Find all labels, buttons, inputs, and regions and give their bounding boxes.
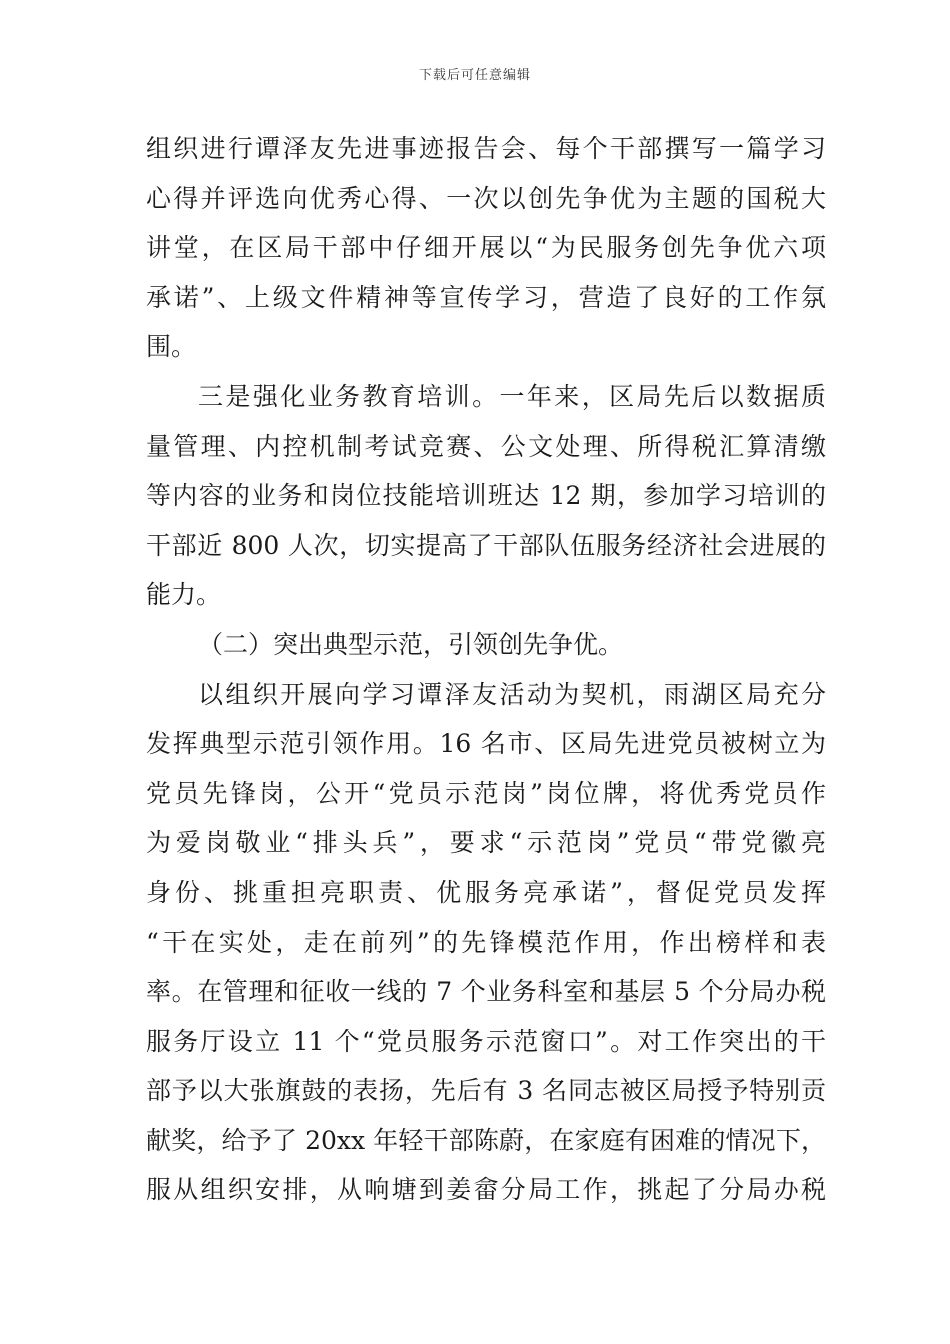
- text-line: 部予以大张旗鼓的表扬，先后有 3 名同志被区局授予特别贡: [146, 1076, 826, 1106]
- text-line: 党员先锋岗，公开“党员示范岗”岗位牌，将优秀党员作: [146, 778, 826, 808]
- text-line: 率。在管理和征收一线的 7 个业务科室和基层 5 个分局办税: [146, 977, 826, 1007]
- text-line: “干在实处，走在前列”的先锋模范作用，作出榜样和表: [146, 927, 826, 957]
- text-line: 为爱岗敬业“排头兵”，要求“示范岗”党员“带党徽亮: [146, 828, 826, 858]
- text-line: 心得并评选向优秀心得、一次以创先争优为主题的国税大: [146, 183, 826, 213]
- text-line: 三是强化业务教育培训。一年来，区局先后以数据质: [198, 381, 826, 411]
- text-line: 服从组织安排，从响塘到姜畲分局工作，挑起了分局办税: [146, 1175, 826, 1205]
- page-header: 下载后可任意编辑: [418, 68, 531, 83]
- text-line: 献奖，给予了 20xx 年轻干部陈蔚，在家庭有困难的情况下，: [146, 1125, 826, 1155]
- text-line: 等内容的业务和岗位技能培训班达 12 期，参加学习培训的: [146, 481, 826, 511]
- text-line: 服务厅设立 11 个“党员服务示范窗口”。对工作突出的干: [146, 1026, 826, 1056]
- text-line: 发挥典型示范引领作用。16 名市、区局先进党员被树立为: [146, 729, 826, 759]
- text-line: 承诺”、上级文件精神等宣传学习，营造了良好的工作氛: [146, 282, 826, 312]
- text-line: 能力。: [146, 580, 222, 610]
- text-line: 以组织开展向学习谭泽友活动为契机，雨湖区局充分: [198, 679, 826, 709]
- text-line: 干部近 800 人次，切实提高了干部队伍服务经济社会进展的: [146, 530, 826, 560]
- text-line: （二）突出典型示范，引领创先争优。: [198, 629, 624, 659]
- document-body: [146, 124, 826, 1215]
- text-line: 讲堂，在区局干部中仔细开展以“为民服务创先争优六项: [146, 233, 826, 263]
- text-line: 身份、挑重担亮职责、优服务亮承诺”，督促党员发挥: [146, 877, 826, 907]
- text-line: 量管理、内控机制考试竞赛、公文处理、所得税汇算清缴: [146, 431, 826, 461]
- text-line: 组织进行谭泽友先进事迹报告会、每个干部撰写一篇学习: [146, 134, 826, 163]
- text-line: 围。: [146, 332, 197, 362]
